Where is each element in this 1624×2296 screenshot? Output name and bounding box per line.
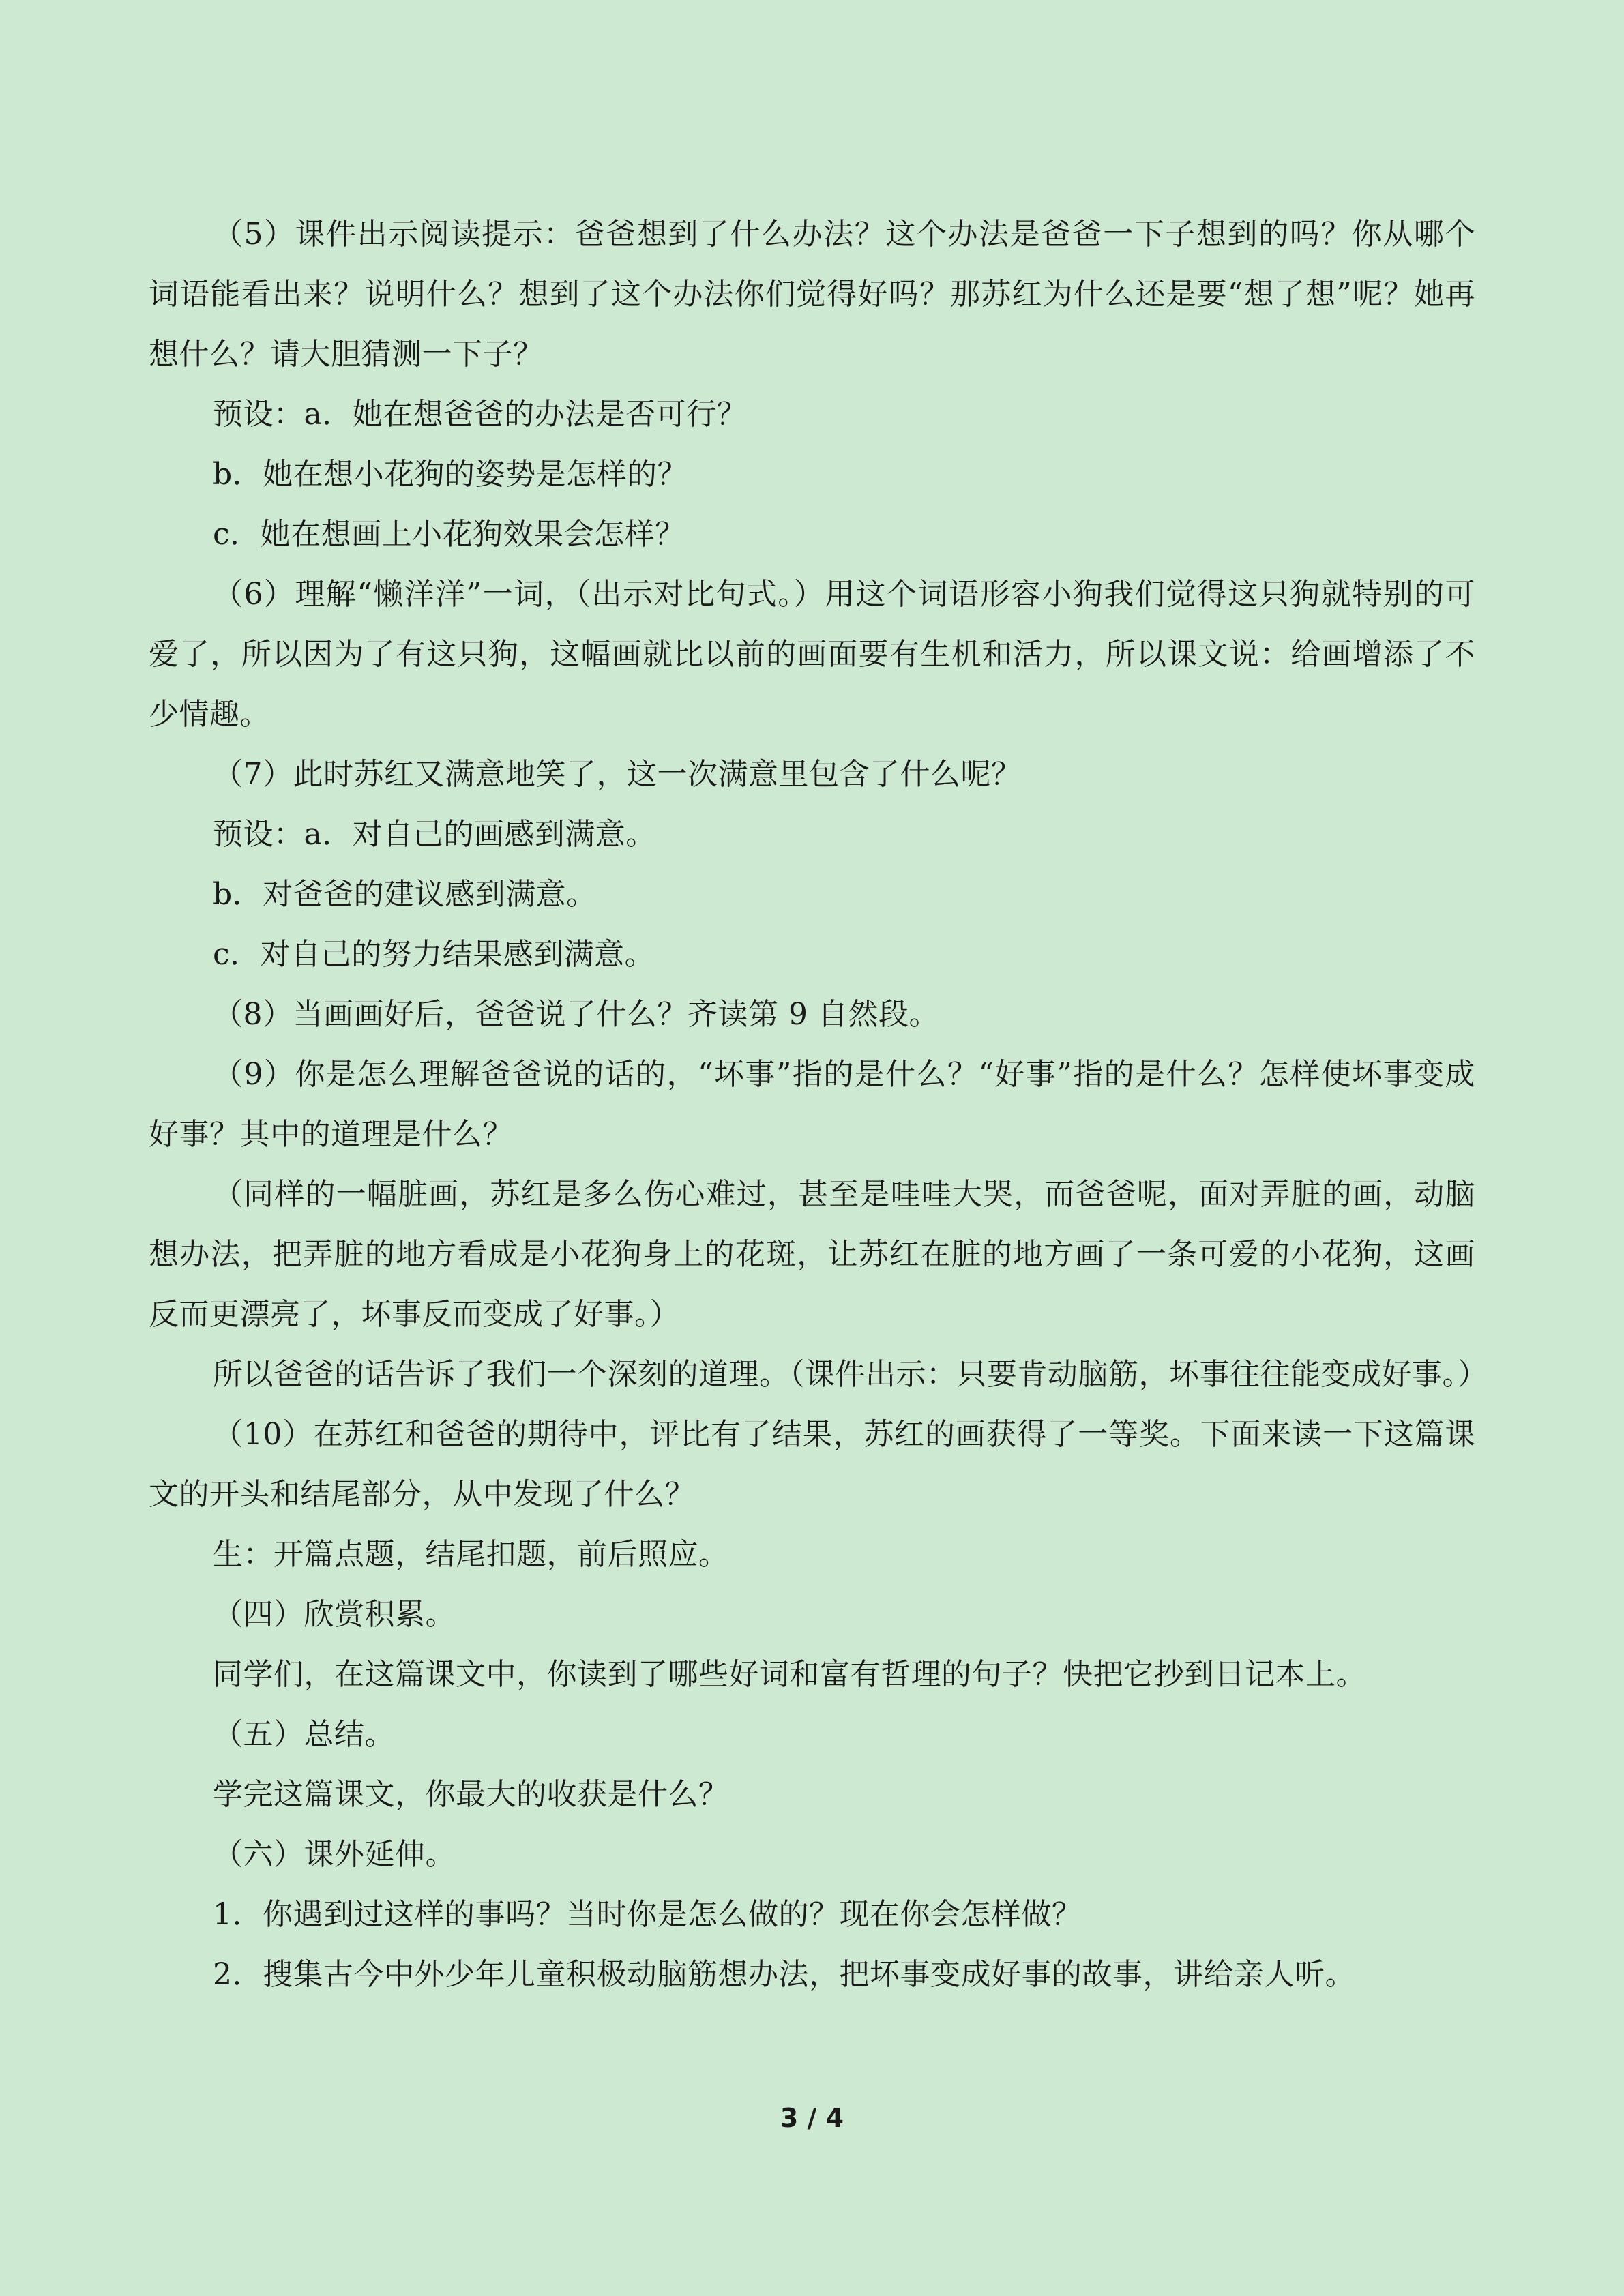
paragraph: （8）当画画好后，爸爸说了什么？齐读第 9 自然段。 <box>213 997 939 1032</box>
paragraph: （5）课件出示阅读提示：爸爸想到了什么办法？这个办法是爸爸一下子想到的吗？你从哪个词语能看出来？说明什么？想到了这个办法你们觉得好吗？那苏红为什么还是要“想了想”呢？她再想什么？请大胆猜测一下子？ <box>149 217 1475 372</box>
paragraph: 预设：a．她在想爸爸的办法是否可行？ <box>213 397 748 432</box>
paragraph: c．对自己的努力结果感到满意。 <box>213 937 655 972</box>
document-body <box>149 205 1488 2005</box>
paragraph: 预设：a．对自己的画感到满意。 <box>213 817 656 852</box>
section-heading: （六）课外延伸。 <box>213 1837 456 1872</box>
paragraph: （10）在苏红和爸爸的期待中，评比有了结果，苏红的画获得了一等奖。下面来读一下这篇课文的开头和结尾部分，从中发现了什么？ <box>149 1417 1475 1512</box>
paragraph: b．对爸爸的建议感到满意。 <box>213 877 597 912</box>
section-heading: （五）总结。 <box>213 1717 395 1752</box>
paragraph: 生：开篇点题，结尾扣题，前后照应。 <box>213 1537 729 1572</box>
paragraph: （9）你是怎么理解爸爸说的话的，“坏事”指的是什么？“好事”指的是什么？怎样使坏事变成好事？其中的道理是什么？ <box>149 1057 1475 1152</box>
page-number: 3 / 4 <box>780 2103 844 2133</box>
list-item: 2．搜集古今中外少年儿童积极动脑筋想办法，把坏事变成好事的故事，讲给亲人听。 <box>213 1957 1355 1992</box>
paragraph: （7）此时苏红又满意地笑了，这一次满意里包含了什么呢？ <box>213 757 1022 792</box>
section-heading: （四）欣赏积累。 <box>213 1597 456 1632</box>
paragraph: 学完这篇课文，你最大的收获是什么？ <box>213 1777 729 1812</box>
list-item: 1．你遇到过这样的事吗？当时你是怎么做的？现在你会怎样做？ <box>213 1897 1082 1932</box>
paragraph: c．她在想画上小花狗效果会怎样？ <box>213 517 685 552</box>
paragraph: （6）理解“懒洋洋”一词，（出示对比句式。）用这个词语形容小狗我们觉得这只狗就特别的可爱了，所以因为了有这只狗，这幅画就比以前的画面要有生机和活力，所以课文说：给画增添了不少情趣。 <box>149 577 1475 732</box>
paragraph: b．她在想小花狗的姿势是怎样的？ <box>213 457 688 492</box>
paragraph: （同样的一幅脏画，苏红是多么伤心难过，甚至是哇哇大哭，而爸爸呢，面对弄脏的画，动脑想办法，把弄脏的地方看成是小花狗身上的花斑，让苏红在脏的地方画了一条可爱的小花狗，这画反而更漂亮了，坏事反而变成了好事。） <box>149 1177 1475 1332</box>
paragraph: 所以爸爸的话告诉了我们一个深刻的道理。（课件出示：只要肯动脑筋，坏事往往能变成好事。） <box>213 1357 1488 1392</box>
paragraph: 同学们，在这篇课文中，你读到了哪些好词和富有哲理的句子？快把它抄到日记本上。 <box>213 1657 1366 1692</box>
